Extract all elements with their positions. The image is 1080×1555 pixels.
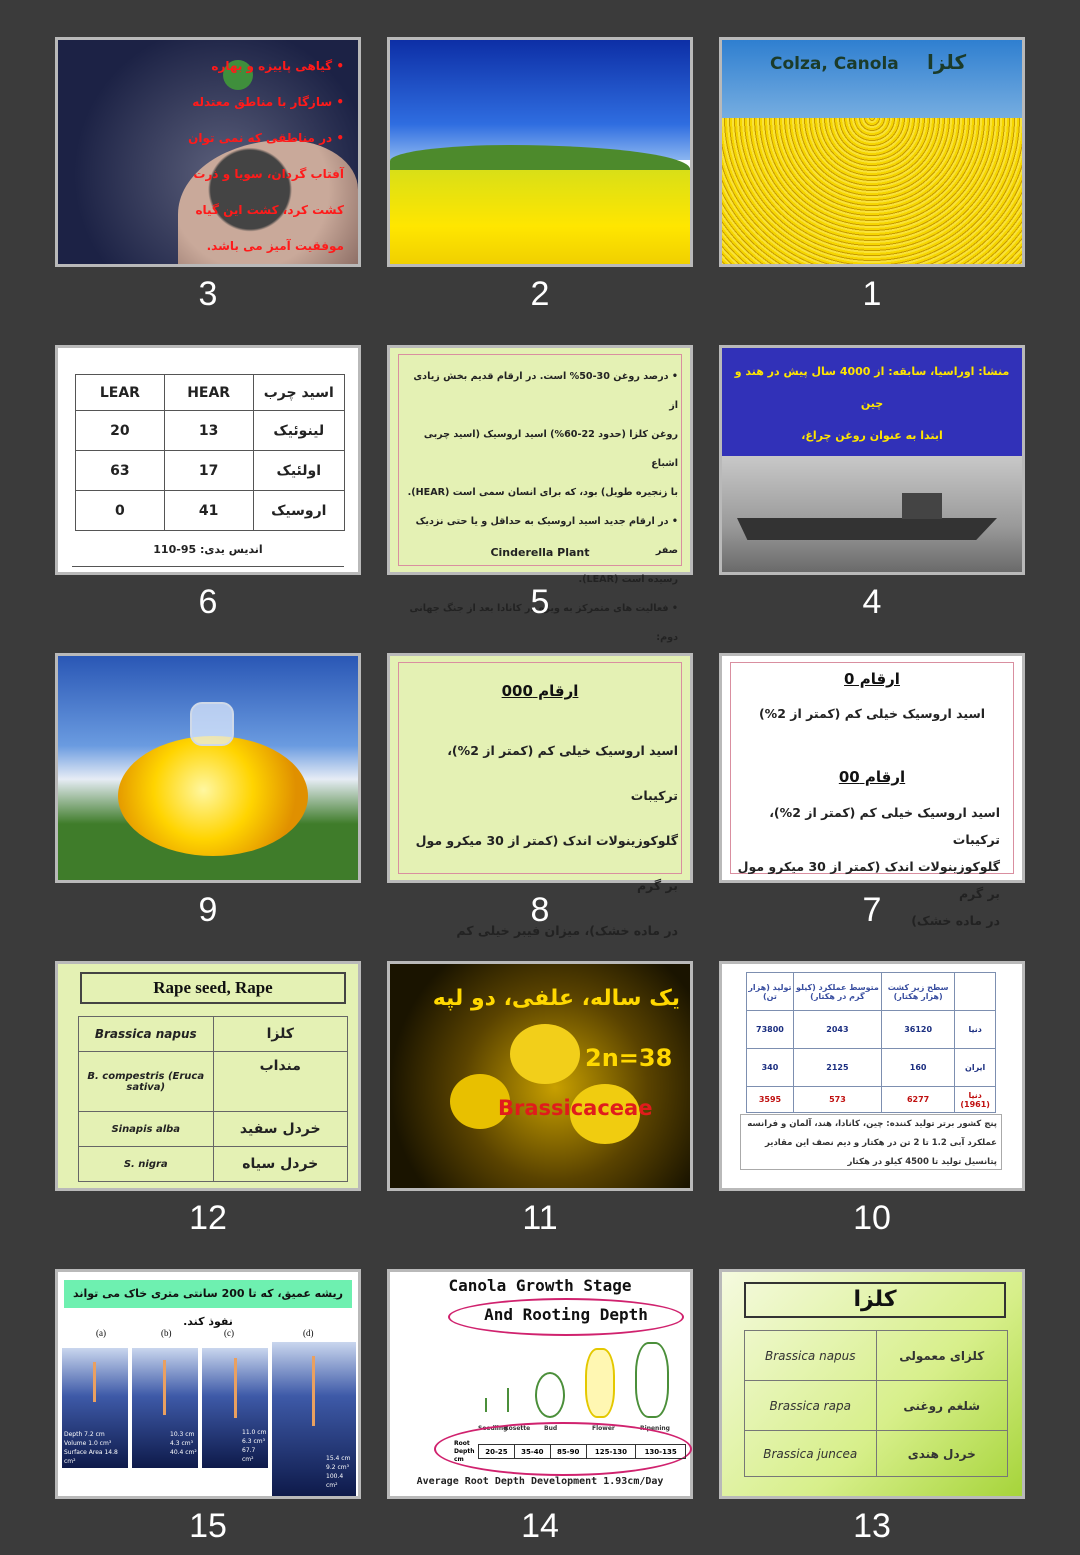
rapeseed-field-image [722, 118, 1022, 264]
slide-7-line: در ماده خشک) [911, 913, 1000, 928]
latin-name: Sinapis alba [79, 1112, 214, 1147]
production-table [746, 972, 996, 1113]
depth-cell: 35-40 [514, 1445, 550, 1459]
slide-5-line: رسیده است (LEAR). [578, 574, 678, 585]
slide-number-2: 2 [530, 275, 550, 313]
table-cell: 6277 [881, 1087, 954, 1113]
table-cell: اولئیک [253, 451, 344, 491]
table-cell: 73800 [747, 1011, 794, 1049]
slide-thumbnail-14[interactable] [387, 1269, 693, 1499]
latin-name: S. nigra [79, 1147, 214, 1182]
table-header: LEAR [76, 375, 165, 411]
table-header: متوسط عملکرد (کیلو گرم در هکتار) [793, 973, 881, 1011]
latin-name: B. compestris (Eruca sativa) [79, 1052, 214, 1112]
slide-thumbnail-11[interactable] [387, 961, 693, 1191]
slide-5-line: • در ارقام جدید اسید اروسیک به حداقل و یا حتی نزدیک صفر [415, 516, 678, 556]
table-cell: 160 [881, 1049, 954, 1087]
table-cell: 36120 [881, 1011, 954, 1049]
panel-label: (c) [224, 1328, 234, 1338]
table-cell: 17 [164, 451, 253, 491]
table-cell: 2125 [793, 1049, 881, 1087]
ship-photo [722, 456, 1022, 572]
table-cell: دنیا [955, 1011, 996, 1049]
stage-label: Ripening [640, 1425, 670, 1432]
persian-name: کلزا [213, 1017, 348, 1052]
flower-petal [510, 1024, 580, 1084]
note-line: پتانسیل تولید تا 4500 کیلو در هکتار [847, 1157, 997, 1167]
slide-3-line: • گیاهی پاییزه و بهاره [211, 59, 344, 73]
slide-11-line-1: یک ساله، علفی، دو لپه [432, 986, 680, 1011]
slide-1-title-fa: کلزا [927, 50, 967, 74]
plant-icon [585, 1348, 615, 1418]
slide-number-5: 5 [530, 583, 550, 621]
panel-label: (a) [96, 1328, 106, 1338]
panel-caption: Depth 7.2 cm Volume 1.0 cm³ Surface Area 14.8 cm² [64, 1431, 118, 1465]
root-image [163, 1360, 166, 1415]
stage-label: Bud [544, 1425, 558, 1432]
slide-8-line: در ماده خشک)، میزان فیبر خیلی کم [456, 923, 678, 938]
stage-label: Seedling [478, 1425, 508, 1432]
persian-name: کلزای معمولی [876, 1331, 1008, 1381]
slide-3-line: موفقیت آمیز می باشد. [206, 239, 344, 253]
slide-number-12: 12 [189, 1199, 227, 1237]
table-header: HEAR [164, 375, 253, 411]
slide-number-9: 9 [198, 891, 218, 929]
slide-number-15: 15 [189, 1507, 227, 1545]
persian-name: خردل سفید [213, 1112, 348, 1147]
slide-thumbnail-8[interactable] [387, 653, 693, 938]
slide-13-title: کلزا [744, 1282, 1006, 1318]
table-cell: 13 [164, 411, 253, 451]
slide-thumbnail-6[interactable] [55, 345, 361, 575]
latin-name: Brassica rapa [745, 1381, 877, 1431]
slide-number-11: 11 [522, 1199, 558, 1237]
slide-thumbnail-1[interactable] [719, 37, 1025, 267]
slide-8-line: گلوکوزینولات اندک (کمتر از 30 میکرو مول بر گرم [415, 833, 678, 893]
root-depth-label: Root Depth cm [454, 1440, 475, 1463]
slide-4-line: ابتدا به عنوان روغن چراغ، [801, 429, 943, 442]
root-depth-table [478, 1444, 686, 1459]
slide-thumbnail-13[interactable] [719, 1269, 1025, 1499]
slide-thumbnail-10[interactable] [719, 961, 1025, 1191]
jar-neck [190, 702, 234, 746]
slide-number-13: 13 [853, 1507, 891, 1545]
chromosome-number: 2n=38 [585, 1044, 673, 1072]
panel-caption: 15.4 cm 9.2 cm³ 100.4 cm² [326, 1455, 351, 1489]
table-header: تولید (هزار تن) [747, 973, 794, 1011]
plant-drawings [485, 1342, 685, 1422]
brassica-table [744, 1330, 1008, 1477]
table-cell: 2043 [793, 1011, 881, 1049]
root-image [312, 1356, 315, 1426]
slide-4-text [722, 348, 1022, 456]
persian-name: خردل سیاه [213, 1147, 348, 1182]
table-cell: 340 [747, 1049, 794, 1087]
latin-name: Brassica napus [79, 1017, 214, 1052]
note-line: پنج کشور برتر تولید کننده: چین، کانادا، هند، آلمان و فرانسه [747, 1119, 997, 1129]
slide-12-title: Rape seed, Rape [80, 972, 346, 1004]
table-cell: اروسیک [253, 491, 344, 531]
slide-8-line: اسید اروسیک خیلی کم (کمتر از 2%)، ترکیبات [447, 743, 678, 803]
root-image [93, 1362, 96, 1402]
latin-name: Brassica juncea [745, 1431, 877, 1477]
plant-icon [535, 1372, 565, 1418]
panel-caption: 10.3 cm 4.3 cm³ 40.4 cm² [170, 1431, 197, 1456]
slide-5-line: با زنجیره طویل) بود، که برای انسان سمی است (HEAR). [407, 487, 678, 498]
table-corner [955, 973, 996, 1011]
table-cell: دنیا (1961) [955, 1087, 996, 1113]
panel-label: (b) [161, 1328, 172, 1338]
plant-icon [485, 1398, 495, 1412]
slide-number-4: 4 [862, 583, 882, 621]
slide-number-1: 1 [862, 275, 882, 313]
persian-name: خردل هندی [876, 1431, 1008, 1477]
table-cell: لینوئیک [253, 411, 344, 451]
plant-icon [507, 1388, 521, 1412]
slide-7-text-1: اسید اروسیک خیلی کم (کمتر از 2%) [758, 706, 986, 721]
slide-7-line: اسید اروسیک خیلی کم (کمتر از 2%)، ترکیبات [769, 805, 1000, 847]
slide-thumbnail-2[interactable] [387, 37, 693, 267]
slide-3-line: • در مناطقی که نمی توان [188, 131, 344, 145]
stage-label: Rosette [504, 1425, 531, 1432]
ship-superstructure [902, 493, 942, 519]
note-line: عملکرد آبی 1.2 تا 2 تن در هکتار و دیم نصف این مقادیر [764, 1138, 997, 1148]
slide-7-line: گلوکوزینولات اندک (کمتر از 30 میکرو مول بر گرم [737, 859, 1000, 901]
table-cell: 41 [164, 491, 253, 531]
slide-thumbnail-5[interactable] [387, 345, 693, 643]
persian-name: منداب [213, 1052, 348, 1112]
family-name: Brassicaceae [498, 1096, 653, 1120]
slide-14-title-1: Canola Growth Stage [448, 1276, 632, 1295]
slide-8-heading: ارقام 000 [501, 682, 579, 700]
slide-3-line: آفتاب گردان، سویا و ذرت [193, 167, 344, 181]
depth-cell: 130-135 [636, 1445, 686, 1459]
cinderella-plant-label: Cinderella Plant [490, 546, 590, 559]
table-header: سطح زیر کشت (هزار هکتار) [881, 973, 954, 1011]
fatty-acid-table [75, 374, 345, 531]
table-cell: 573 [793, 1087, 881, 1113]
slide-15-title: ریشه عمیق، که تا 200 سانتی متری خاک می تواند نفوذ کند. [64, 1280, 352, 1308]
slide-7-heading-2: ارقام 00 [838, 768, 906, 786]
slide-thumbnail-4[interactable] [719, 345, 1025, 575]
slide-5-line: روغن کلزا (حدود 22-60%) اسید اروسیک (اسید چربی اشباع [423, 429, 678, 469]
persian-name: شلغم روغنی [876, 1381, 1008, 1431]
latin-name: Brassica napus [745, 1331, 877, 1381]
average-depth-footer: Average Root Depth Development 1.93cm/Day [416, 1476, 664, 1487]
species-table [78, 1016, 348, 1182]
table-cell: 63 [76, 451, 165, 491]
slide-4-line: منشا: اوراسیا، سابقه: از 4000 سال پیش در هند و چین [734, 365, 1010, 410]
slide-1-title: Colza, Canola [770, 54, 899, 74]
slide-number-10: 10 [853, 1199, 891, 1237]
depth-cell: 125-130 [586, 1445, 636, 1459]
root-image [234, 1358, 237, 1418]
depth-cell: 85-90 [550, 1445, 586, 1459]
stage-label: Flower [592, 1425, 615, 1432]
slide-number-8: 8 [530, 891, 550, 929]
slide-thumbnail-9[interactable] [55, 653, 361, 883]
slide-3-line: کشت کرد، کشت این گیاه [195, 203, 344, 217]
slide-thumbnail-3[interactable] [55, 37, 361, 267]
slide-number-6: 6 [198, 583, 218, 621]
table-header: اسید چرب [253, 375, 344, 411]
table-cell: 20 [76, 411, 165, 451]
table-cell: ایران [955, 1049, 996, 1087]
production-notes [740, 1114, 1002, 1170]
slide-number-7: 7 [862, 891, 882, 929]
slide-thumbnail-12[interactable] [55, 961, 361, 1191]
slide-5-line: • درصد روغن 30-50% است. در ارقام قدیم بخش زیادی از [413, 371, 678, 411]
slide-14-title-2: And Rooting Depth [484, 1305, 648, 1324]
slide-number-14: 14 [521, 1507, 559, 1545]
panel-caption: 11.0 cm 6.3 cm³ 67.7 cm² [242, 1429, 267, 1463]
slide-7-heading-1: ارقام 0 [844, 670, 900, 688]
iodine-index-note: اندیس یدی: 95-110 [153, 543, 263, 556]
panel-label: (d) [303, 1328, 314, 1338]
slide-number-3: 3 [198, 275, 218, 313]
depth-cell: 20-25 [479, 1445, 515, 1459]
slide-thumbnail-7[interactable] [719, 653, 1025, 928]
ship-hull [737, 518, 997, 540]
table-cell: 3595 [747, 1087, 794, 1113]
table-cell: 0 [76, 491, 165, 531]
slide-thumbnail-15[interactable] [55, 1269, 361, 1499]
oil-jar-image [118, 736, 308, 856]
slide-3-line: • سازگار با مناطق معتدله [192, 95, 344, 109]
divider [72, 566, 344, 567]
plant-icon [635, 1342, 669, 1418]
rapeseed-field-image [390, 170, 690, 264]
slide-5-line: • فعالیت های متمرکز به ویژه در کانادا بعد از جنگ جهانی دوم: [409, 603, 678, 643]
sky-image [390, 40, 690, 160]
